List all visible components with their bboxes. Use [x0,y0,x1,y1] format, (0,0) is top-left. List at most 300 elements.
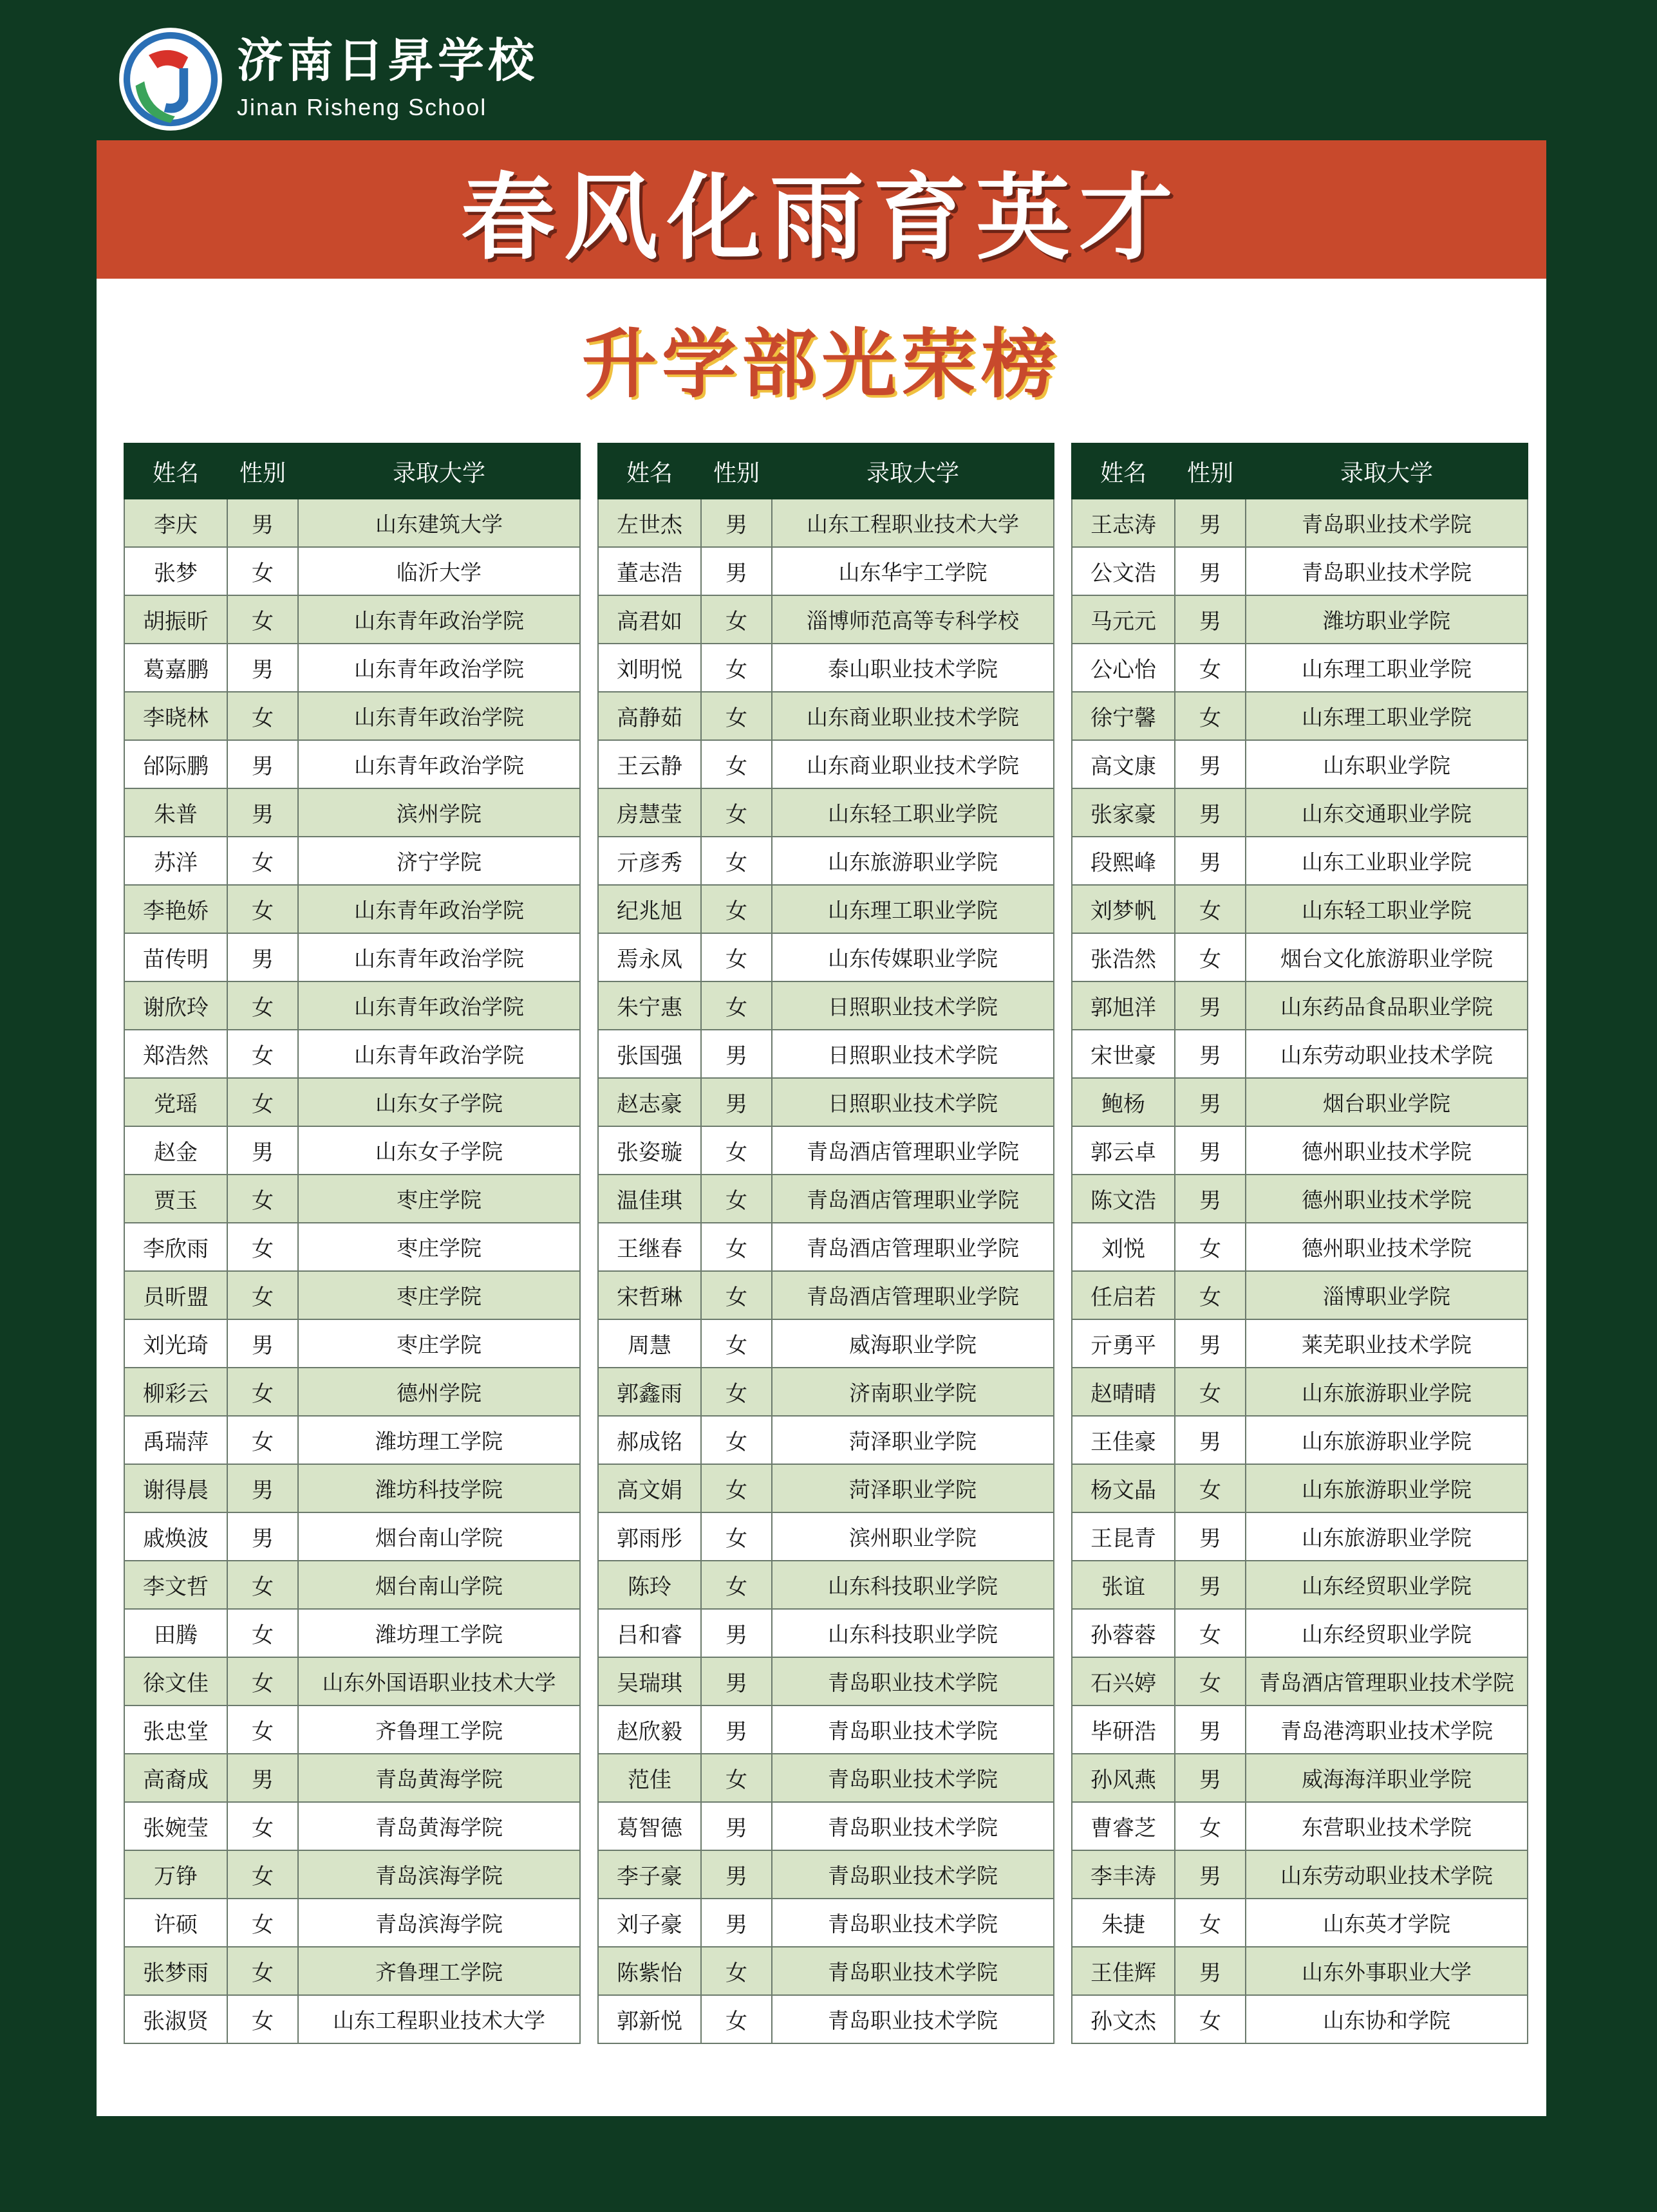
student-name: 张淑贤 [124,1995,227,2043]
admitted-university: 青岛职业技术学院 [772,1995,1054,2043]
student-name: 张国强 [598,1030,701,1078]
student-name: 毕研浩 [1072,1705,1175,1754]
student-name: 张婉莹 [124,1802,227,1850]
admitted-university: 山东旅游职业学院 [1246,1464,1528,1512]
student-name: 王昆青 [1072,1512,1175,1561]
student-gender: 女 [701,981,772,1030]
student-name: 万铮 [124,1850,227,1899]
student-name: 公文浩 [1072,547,1175,595]
admitted-university: 山东劳动职业技术学院 [1246,1850,1528,1899]
table-row [598,981,1054,1030]
table-row [598,1175,1054,1223]
student-gender: 女 [227,1995,298,2043]
student-name: 柳彩云 [124,1368,227,1416]
table-row [1072,644,1528,692]
student-gender: 女 [701,740,772,788]
student-gender: 女 [1175,933,1246,981]
admitted-university: 山东科技职业学院 [772,1609,1054,1657]
student-name: 高文康 [1072,740,1175,788]
table-row [124,547,580,595]
roster-tables [124,443,1528,2044]
student-name: 陈玲 [598,1561,701,1609]
admitted-university: 山东英才学院 [1246,1899,1528,1947]
admitted-university: 山东旅游职业学院 [1246,1368,1528,1416]
student-gender: 男 [227,1754,298,1802]
admitted-university: 山东青年政治学院 [298,885,580,933]
student-name: 刘明悦 [598,644,701,692]
table-row [1072,981,1528,1030]
admitted-university: 烟台南山学院 [298,1561,580,1609]
student-gender: 男 [1175,788,1246,837]
table-row [124,1561,580,1609]
student-name: 贾玉 [124,1175,227,1223]
admitted-university: 滨州职业学院 [772,1512,1054,1561]
student-name: 郭雨彤 [598,1512,701,1561]
admitted-university: 威海职业学院 [772,1319,1054,1368]
admitted-university: 菏泽职业学院 [772,1416,1054,1464]
admitted-university: 青岛职业技术学院 [772,1850,1054,1899]
admitted-university: 山东经贸职业学院 [1246,1609,1528,1657]
admitted-university: 山东劳动职业技术学院 [1246,1030,1528,1078]
admitted-university: 山东华宇工学院 [772,547,1054,595]
table-row [124,885,580,933]
student-name: 朱捷 [1072,1899,1175,1947]
student-name: 党瑶 [124,1078,227,1126]
table-row [124,1416,580,1464]
student-gender: 女 [701,1561,772,1609]
student-gender: 女 [1175,1657,1246,1705]
student-name: 吴瑞琪 [598,1657,701,1705]
student-name: 李子豪 [598,1850,701,1899]
admitted-university: 青岛职业技术学院 [772,1754,1054,1802]
student-gender: 女 [701,837,772,885]
admitted-university: 青岛职业技术学院 [772,1947,1054,1995]
table-row [598,1464,1054,1512]
admitted-university: 山东药品食品职业学院 [1246,981,1528,1030]
student-name: 马元元 [1072,595,1175,644]
table-row [1072,1030,1528,1078]
student-gender: 男 [701,1705,772,1754]
table-row [1072,1319,1528,1368]
student-name: 赵欣毅 [598,1705,701,1754]
student-gender: 女 [1175,1464,1246,1512]
admitted-university: 山东建筑大学 [298,499,580,547]
student-name: 杨文晶 [1072,1464,1175,1512]
student-gender: 男 [227,933,298,981]
admitted-university: 烟台职业学院 [1246,1078,1528,1126]
admitted-university: 山东旅游职业学院 [772,837,1054,885]
table-row [124,1802,580,1850]
roster-table-1 [124,443,581,2044]
student-gender: 男 [1175,740,1246,788]
student-name: 胡振昕 [124,595,227,644]
student-gender: 男 [1175,1416,1246,1464]
admitted-university: 山东商业职业技术学院 [772,740,1054,788]
student-gender: 男 [701,1802,772,1850]
admitted-university: 山东女子学院 [298,1078,580,1126]
admitted-university: 山东理工职业学院 [1246,644,1528,692]
table-row [124,837,580,885]
table-row [1072,1850,1528,1899]
table-row [124,1078,580,1126]
student-name: 刘光琦 [124,1319,227,1368]
admitted-university: 枣庄学院 [298,1319,580,1368]
student-gender: 男 [1175,1561,1246,1609]
student-gender: 女 [701,788,772,837]
table-row [1072,885,1528,933]
student-gender: 男 [227,644,298,692]
table-row [1072,1416,1528,1464]
student-name: 张谊 [1072,1561,1175,1609]
admitted-university: 山东职业学院 [1246,740,1528,788]
table-row [124,1126,580,1175]
header-university: 录取大学 [1246,443,1528,499]
student-name: 孙风燕 [1072,1754,1175,1802]
admitted-university: 山东青年政治学院 [298,740,580,788]
table-row [598,1754,1054,1802]
student-gender: 男 [1175,1705,1246,1754]
admitted-university: 山东青年政治学院 [298,595,580,644]
student-gender: 男 [1175,1126,1246,1175]
table-row [1072,837,1528,885]
table-row [1072,788,1528,837]
table-row [598,1705,1054,1754]
admitted-university: 山东理工职业学院 [1246,692,1528,740]
school-name-en: Jinan Risheng School [237,94,487,120]
student-gender: 女 [1175,1802,1246,1850]
table-row [1072,740,1528,788]
table-row [1072,933,1528,981]
admitted-university: 青岛酒店管理职业学院 [772,1271,1054,1319]
table-row [1072,1512,1528,1561]
student-gender: 男 [227,1464,298,1512]
student-name: 赵金 [124,1126,227,1175]
table-row [598,837,1054,885]
table-row [598,933,1054,981]
admitted-university: 山东经贸职业学院 [1246,1561,1528,1609]
student-name: 田腾 [124,1609,227,1657]
table-row [124,1609,580,1657]
admitted-university: 淄博师范高等专科学校 [772,595,1054,644]
table-row [598,788,1054,837]
student-name: 郭旭洋 [1072,981,1175,1030]
admitted-university: 山东商业职业技术学院 [772,692,1054,740]
school-name-cn: 济南日昇学校 [237,33,539,88]
student-name: 徐文佳 [124,1657,227,1705]
admitted-university: 山东旅游职业学院 [1246,1416,1528,1464]
table-row [598,1947,1054,1995]
student-gender: 男 [701,1030,772,1078]
table-row [124,740,580,788]
table-row [124,1512,580,1561]
student-name: 张姿璇 [598,1126,701,1175]
student-gender: 女 [227,1947,298,1995]
student-gender: 女 [1175,1368,1246,1416]
student-gender: 女 [227,1561,298,1609]
student-name: 苗传明 [124,933,227,981]
student-name: 李艳娇 [124,885,227,933]
student-name: 郭鑫雨 [598,1368,701,1416]
honor-roll-panel [97,140,1546,2116]
student-gender: 男 [701,1078,772,1126]
table-row [598,1657,1054,1705]
admitted-university: 山东工业职业学院 [1246,837,1528,885]
table-row [1072,1126,1528,1175]
table-row [598,692,1054,740]
header-gender: 性别 [227,443,298,499]
student-gender: 女 [701,595,772,644]
student-name: 李丰涛 [1072,1850,1175,1899]
header-name: 姓名 [598,443,701,499]
student-gender: 男 [1175,1512,1246,1561]
student-gender: 女 [701,692,772,740]
admitted-university: 日照职业技术学院 [772,1078,1054,1126]
admitted-university: 山东传媒职业学院 [772,933,1054,981]
student-gender: 男 [1175,1754,1246,1802]
student-gender: 女 [227,692,298,740]
student-name: 王继春 [598,1223,701,1271]
student-gender: 女 [1175,1995,1246,2043]
admitted-university: 德州职业技术学院 [1246,1175,1528,1223]
admitted-university: 德州职业技术学院 [1246,1223,1528,1271]
student-gender: 男 [227,1319,298,1368]
student-name: 王云静 [598,740,701,788]
student-gender: 女 [227,981,298,1030]
student-name: 张忠堂 [124,1705,227,1754]
banner-title: 春风化雨育英才 [461,163,1182,273]
table-row [1072,692,1528,740]
admitted-university: 枣庄学院 [298,1175,580,1223]
admitted-university: 青岛职业技术学院 [772,1802,1054,1850]
student-name: 郝成铭 [598,1416,701,1464]
student-name: 石兴婷 [1072,1657,1175,1705]
table-row [124,1271,580,1319]
student-gender: 男 [1175,1947,1246,1995]
table-row [1072,1899,1528,1947]
student-gender: 男 [701,547,772,595]
student-name: 宋哲琳 [598,1271,701,1319]
student-name: 陈紫怡 [598,1947,701,1995]
table-row [598,1030,1054,1078]
student-name: 董志浩 [598,547,701,595]
roster-table-2 [597,443,1054,2044]
table-row [124,1850,580,1899]
table-row [124,981,580,1030]
admitted-university: 青岛酒店管理职业技术学院 [1246,1657,1528,1705]
student-gender: 男 [1175,1850,1246,1899]
student-gender: 女 [227,1175,298,1223]
student-gender: 男 [1175,499,1246,547]
student-gender: 女 [227,1657,298,1705]
admitted-university: 山东外事职业大学 [1246,1947,1528,1995]
student-name: 吕和睿 [598,1609,701,1657]
student-name: 张浩然 [1072,933,1175,981]
table-row [1072,1609,1528,1657]
admitted-university: 青岛酒店管理职业学院 [772,1223,1054,1271]
student-gender: 男 [701,1609,772,1657]
student-name: 宋世豪 [1072,1030,1175,1078]
table-row [1072,1175,1528,1223]
student-name: 员昕盟 [124,1271,227,1319]
admitted-university: 齐鲁理工学院 [298,1705,580,1754]
table-row [1072,1078,1528,1126]
table-row [598,644,1054,692]
admitted-university: 青岛职业技术学院 [772,1657,1054,1705]
student-gender: 女 [1175,1609,1246,1657]
admitted-university: 山东旅游职业学院 [1246,1512,1528,1561]
student-gender: 男 [1175,595,1246,644]
student-gender: 女 [701,1126,772,1175]
admitted-university: 青岛港湾职业技术学院 [1246,1705,1528,1754]
student-name: 王佳豪 [1072,1416,1175,1464]
admitted-university: 山东轻工职业学院 [772,788,1054,837]
school-emblem-icon [116,24,225,134]
student-name: 郭新悦 [598,1995,701,2043]
student-name: 苏洋 [124,837,227,885]
admitted-university: 山东青年政治学院 [298,1030,580,1078]
table-row [1072,1754,1528,1802]
admitted-university: 菏泽职业学院 [772,1464,1054,1512]
student-name: 葛智德 [598,1802,701,1850]
page-subtitle: 升学部光荣榜 [582,321,1061,408]
admitted-university: 枣庄学院 [298,1271,580,1319]
table-row [124,692,580,740]
admitted-university: 潍坊理工学院 [298,1416,580,1464]
table-row [124,1223,580,1271]
student-gender: 女 [227,885,298,933]
student-name: 陈文浩 [1072,1175,1175,1223]
table-row [1072,1223,1528,1271]
student-name: 张梦雨 [124,1947,227,1995]
student-name: 高裔成 [124,1754,227,1802]
table-row [598,1850,1054,1899]
table-row [124,499,580,547]
student-gender: 女 [227,1802,298,1850]
student-name: 李晓林 [124,692,227,740]
admitted-university: 日照职业技术学院 [772,1030,1054,1078]
student-name: 高静茹 [598,692,701,740]
student-gender: 男 [1175,837,1246,885]
student-name: 王佳辉 [1072,1947,1175,1995]
student-name: 高君如 [598,595,701,644]
student-name: 李文哲 [124,1561,227,1609]
student-gender: 男 [1175,1078,1246,1126]
student-name: 许硕 [124,1899,227,1947]
admitted-university: 潍坊科技学院 [298,1464,580,1512]
admitted-university: 青岛职业技术学院 [772,1899,1054,1947]
table-row [1072,1995,1528,2043]
student-name: 亓彦秀 [598,837,701,885]
student-name: 葛嘉鹏 [124,644,227,692]
student-name: 孙蓉蓉 [1072,1609,1175,1657]
student-name: 任启若 [1072,1271,1175,1319]
table-row [598,1899,1054,1947]
table-row [124,1705,580,1754]
student-name: 亓勇平 [1072,1319,1175,1368]
admitted-university: 临沂大学 [298,547,580,595]
admitted-university: 烟台文化旅游职业学院 [1246,933,1528,981]
student-name: 周慧 [598,1319,701,1368]
student-gender: 女 [701,1271,772,1319]
table-row [124,1947,580,1995]
table-row [1072,595,1528,644]
table-row [124,1175,580,1223]
student-name: 刘子豪 [598,1899,701,1947]
table-row [1072,1802,1528,1850]
student-name: 郑浩然 [124,1030,227,1078]
student-name: 温佳琪 [598,1175,701,1223]
admitted-university: 青岛黄海学院 [298,1802,580,1850]
admitted-university: 淄博职业学院 [1246,1271,1528,1319]
admitted-university: 烟台南山学院 [298,1512,580,1561]
roster-table-3 [1071,443,1528,2044]
student-name: 赵晴晴 [1072,1368,1175,1416]
admitted-university: 威海海洋职业学院 [1246,1754,1528,1802]
admitted-university: 山东工程职业技术大学 [772,499,1054,547]
table-row [1072,547,1528,595]
table-row [598,499,1054,547]
table-row [598,1271,1054,1319]
student-name: 邰际鹏 [124,740,227,788]
student-name: 公心怡 [1072,644,1175,692]
student-gender: 女 [1175,692,1246,740]
admitted-university: 山东科技职业学院 [772,1561,1054,1609]
student-name: 段熙峰 [1072,837,1175,885]
student-name: 李欣雨 [124,1223,227,1271]
student-name: 谢欣玲 [124,981,227,1030]
student-gender: 女 [1175,1223,1246,1271]
table-row [124,644,580,692]
header-name: 姓名 [124,443,227,499]
admitted-university: 泰山职业技术学院 [772,644,1054,692]
admitted-university: 潍坊理工学院 [298,1609,580,1657]
table-row [1072,1705,1528,1754]
student-name: 左世杰 [598,499,701,547]
student-gender: 女 [227,595,298,644]
student-gender: 男 [1175,981,1246,1030]
student-gender: 女 [227,1899,298,1947]
student-gender: 女 [227,547,298,595]
student-name: 刘梦帆 [1072,885,1175,933]
table-row [124,1030,580,1078]
table-row [598,1126,1054,1175]
student-gender: 女 [227,1271,298,1319]
student-gender: 男 [227,740,298,788]
student-gender: 女 [701,1512,772,1561]
admitted-university: 山东理工职业学院 [772,885,1054,933]
admitted-university: 山东青年政治学院 [298,981,580,1030]
table-row [124,1464,580,1512]
header-university: 录取大学 [772,443,1054,499]
student-gender: 男 [1175,1319,1246,1368]
table-row [1072,1657,1528,1705]
student-name: 范佳 [598,1754,701,1802]
admitted-university: 济南职业学院 [772,1368,1054,1416]
student-gender: 女 [1175,644,1246,692]
admitted-university: 莱芜职业技术学院 [1246,1319,1528,1368]
admitted-university: 济宁学院 [298,837,580,885]
student-gender: 女 [227,1368,298,1416]
student-gender: 男 [1175,1175,1246,1223]
admitted-university: 德州职业技术学院 [1246,1126,1528,1175]
student-gender: 男 [227,499,298,547]
table-row [1072,1368,1528,1416]
header-gender: 性别 [1175,443,1246,499]
student-gender: 女 [701,1175,772,1223]
admitted-university: 滨州学院 [298,788,580,837]
table-row [598,1609,1054,1657]
table-row [1072,1561,1528,1609]
